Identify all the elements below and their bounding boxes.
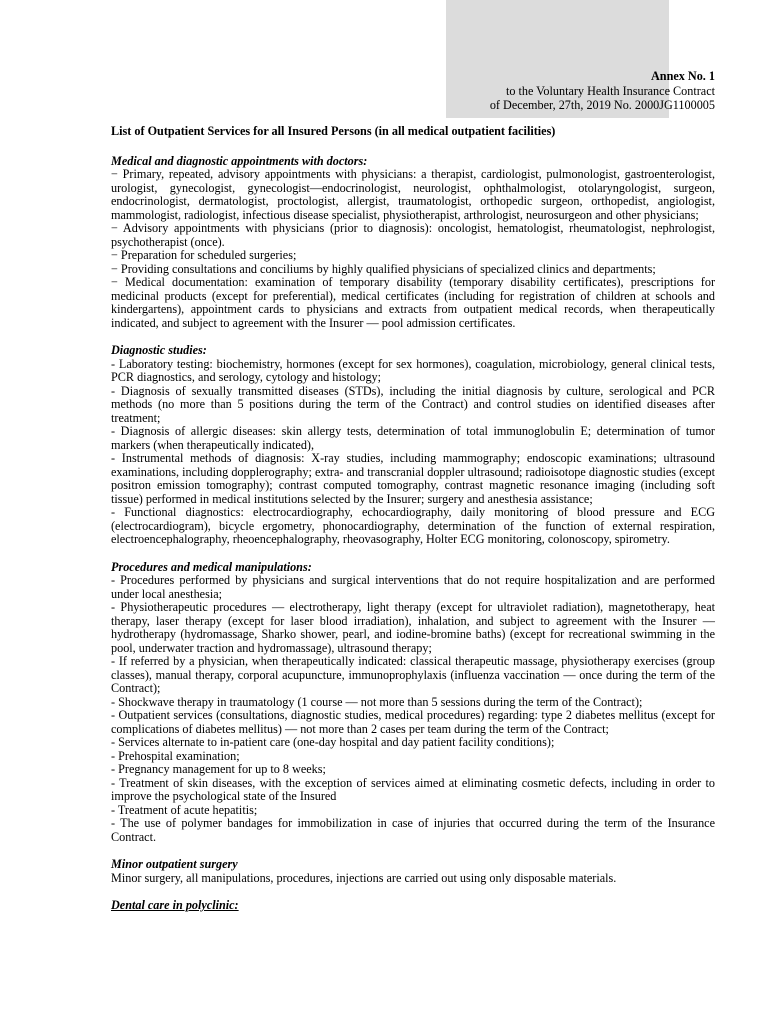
list-item: - Instrumental methods of diagnosis: X-ray studies, including mammography; endoscopic examinations; ultrasound examinations, including dopplerography; extra- and transcranial doppler ultrasound; radioisotope diagnostic studies (except positron emission tomography); contrast computed tomography, contrast magnetic resonance imaging (including soft tissue) performed in medical institutions selected by the Insurer; surgery and anesthesia assistance;: [111, 451, 715, 506]
list-item: - Services alternate to in-patient care (one-day hospital and day patient facility conditions);: [111, 735, 555, 749]
list-item: - Functional diagnostics: electrocardiography, echocardiography, daily monitoring of blood pressure and ECG (electrocardiogram), bicycle ergometry, phonocardiography, determination of the function of external respiration, electroencephalography, rheoencephalography, rheovasography, Holter ECG monitoring, colonoscopy, spirometry.: [111, 505, 715, 546]
list-item: − Primary, repeated, advisory appointments with physicians: a therapist, cardiologist, pulmonologist, gastroenterologist, urologist, gynecologist, gynecologist—endocrinologist, neurologist, ophthalmologist, otolaryngologist, surgeon, endocrinologist, dermatologist, proctologist, allergist, traumatologist, orthopedic surgeon, orthopedist, angiologist, mammologist, radiologist, infectious disease specialist, physiotherapist, arthrologist, neurosurgeon and other physicians;: [111, 167, 715, 222]
document-content: [111, 125, 715, 913]
section-heading: Medical and diagnostic appointments with doctors:: [111, 153, 368, 168]
list-item: − Preparation for scheduled surgeries;: [111, 248, 297, 262]
annex-contract-line: to the Voluntary Health Insurance Contract: [505, 83, 715, 98]
section-heading: Diagnostic studies:: [111, 343, 207, 357]
section-diagnostic-studies: [111, 344, 715, 547]
section-heading: Minor outpatient surgery: [111, 857, 238, 871]
list-item: - Physiotherapeutic procedures — electrotherapy, light therapy (except for ultraviolet radiation), magnetotherapy, heat therapy, laser therapy (except for laser blood irradiation), inhalation, and subject to agreement with the Insurer — hydrotherapy (hydromassage, Sharko shower, pearl, and iodine-bromine baths) (except for recreational swimming in the pool, underwater traction and hydromassage), ultrasound therapy;: [111, 600, 715, 655]
paragraph: Minor surgery, all manipulations, procedures, injections are carried out using only disposable materials.: [111, 870, 617, 885]
list-item: - Treatment of acute hepatitis;: [111, 802, 258, 817]
annex-title: Annex No. 1: [651, 69, 715, 83]
list-item: - Procedures performed by physicians and surgical interventions that do not require hospitalization and are performed under local anesthesia;: [111, 573, 715, 601]
list-item: - Outpatient services (consultations, diagnostic studies, medical procedures) regarding: type 2 diabetes mellitus (except for complications of diabetes mellitus) — not more than 2 cases per team during the term of the Contract;: [111, 708, 715, 736]
list-item: - Treatment of skin diseases, with the exception of services aimed at eliminating cosmetic defects, including in order to improve the psychological state of the Insured: [111, 775, 715, 803]
section-heading: Dental care in polyclinic:: [111, 898, 239, 912]
section-dental-care: [111, 899, 715, 913]
list-item: − Advisory appointments with physicians (prior to diagnosis): oncologist, hematologist, rheumatologist, nephrologist, psychotherapist (once).: [111, 221, 715, 249]
section-medical-appointments: [111, 155, 715, 331]
section-procedures: [111, 561, 715, 845]
list-item: - Pregnancy management for up to 8 weeks;: [111, 762, 326, 776]
list-item: − Providing consultations and conciliums by highly qualified physicians of specialized clinics and departments;: [111, 261, 656, 276]
section-heading: Procedures and medical manipulations:: [111, 559, 312, 574]
annex-date-line: of December, 27th, 2019 No. 2000JG1100005: [489, 98, 715, 112]
list-item: - Laboratory testing: biochemistry, hormones (except for sex hormones), coagulation, microbiology, general clinical tests, PCR diagnostics, and serology, cytology and histology;: [111, 356, 715, 384]
section-minor-surgery: [111, 858, 715, 885]
list-item: - Shockwave therapy in traumatology (1 course — not more than 5 sessions during the term of the Contract);: [111, 694, 643, 709]
list-item: - Prehospital examination;: [111, 748, 240, 763]
list-item: - Diagnosis of sexually transmitted diseases (STDs), including the initial diagnosis by culture, serological and PCR methods (no more than 5 positions during the term of the Contract) and control studies on identified diseases after treatment;: [111, 383, 715, 425]
list-item: - Diagnosis of allergic diseases: skin allergy tests, determination of total immunoglobulin E; determination of tumor markers (when therapeutically indicated),: [111, 424, 715, 452]
annex-header: [490, 69, 715, 113]
list-item: - The use of polymer bandages for immobilization in case of injuries that occurred during the term of the Insurance Contract.: [111, 816, 715, 844]
document-title: List of Outpatient Services for all Insured Persons (in all medical outpatient facilities): [111, 124, 556, 138]
list-item: − Medical documentation: examination of temporary disability (temporary disability certificates), prescriptions for medicinal products (except for preferential), medical certificates (including for registration of children at schools and kindergartens), appointment cards to physicians and extracts from outpatient medical records, when therapeutically indicated, and subject to agreement with the Insurer — pool admission certificates.: [111, 275, 715, 330]
list-item: - If referred by a physician, when therapeutically indicated: classical therapeutic massage, physiotherapy exercises (group classes), manual therapy, corporal acupuncture, immunoprophylaxis (influenza vaccination — once during the term of the Contract);: [111, 654, 715, 695]
